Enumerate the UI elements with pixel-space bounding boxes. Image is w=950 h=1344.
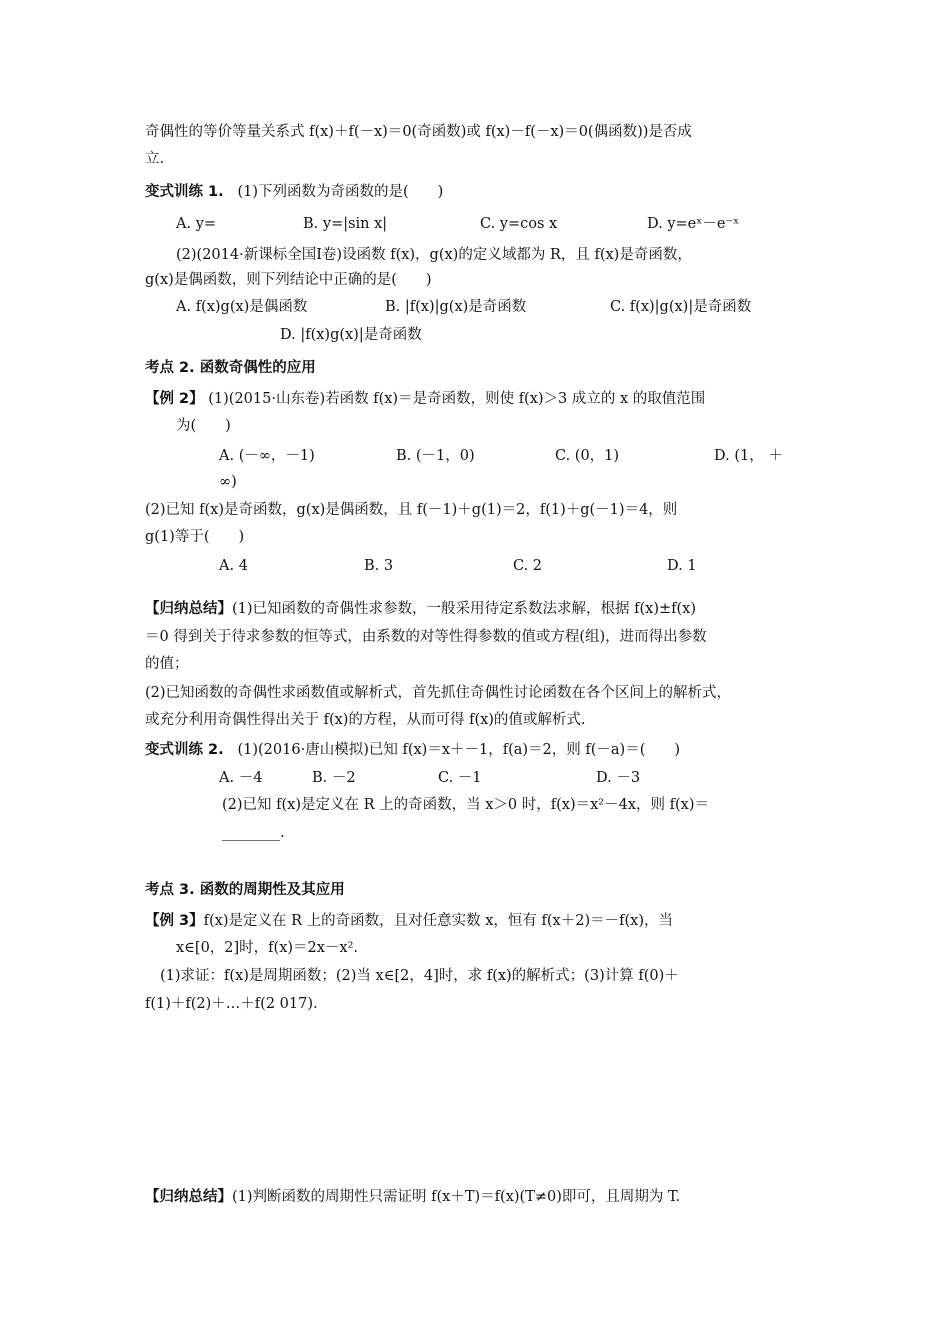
example3-line-2: x∈[0，2]时，f(x)＝2x－x².: [176, 940, 359, 956]
summary3-line-1: [145, 1187, 680, 1207]
ex2-q2-option-c: C. 2: [513, 558, 543, 574]
example2-q2-line-2: g(1)等于( ): [145, 529, 245, 545]
summary2-line-1: [145, 599, 696, 619]
example2-q2-line-1: (2)已知 f(x)是奇函数，g(x)是偶函数，且 f(－1)＋g(1)＝2，f(1)＋g(－1)＝4，则: [145, 502, 678, 518]
v1-q1-option-b: B. y=|sin x|: [303, 216, 388, 232]
summary2-text-1: (1)已知函数的奇偶性求参数，一般采用待定系数法求解，根据 f(x)±f(x): [232, 601, 697, 617]
summary3-label: 【归纳总结】: [145, 1189, 232, 1205]
example3-label: 【例 3】: [145, 913, 204, 929]
kaodian3-heading: 考点 3. 函数的周期性及其应用: [145, 882, 345, 898]
intro-line-2: 立.: [145, 151, 165, 167]
v1-q1-option-a: A. y=: [176, 216, 217, 232]
v1-q2-option-c: C. f(x)|g(x)|是奇函数: [610, 299, 752, 315]
variant1-q2-line-2: g(x)是偶函数，则下列结论中正确的是( ): [145, 272, 432, 288]
ex2-q1-option-a: A. (－∞，－1): [219, 448, 315, 464]
ex2-q2-option-b: B. 3: [364, 558, 394, 574]
v1-q1-option-d: D. y=eˣ－e⁻ˣ: [647, 216, 740, 232]
v1-q1-option-c: C. y=cos x: [480, 216, 558, 232]
example2-q1-text: (1)(2015·山东卷)若函数 f(x)＝是奇函数，则使 f(x)＞3 成立的 x 的取值范围: [208, 391, 706, 407]
ex2-q1-option-d-tail: ∞): [219, 474, 237, 490]
v2-q1-option-b: B. －2: [312, 770, 356, 786]
summary2-line-2: ＝0 得到关于待求参数的恒等式，由系数的对等性得参数的值或方程(组)，进而得出参数: [145, 629, 707, 645]
variant2-q1-text: (1)(2016·唐山模拟)已知 f(x)＝x＋－1，f(a)＝2，则 f(－a)＝( ): [237, 742, 681, 758]
ex2-q1-option-b: B. (－1，0): [396, 448, 475, 464]
example3-text-1: f(x)是定义在 R 上的奇函数，且对任意实数 x，恒有 f(x＋2)＝－f(x)，当: [203, 913, 673, 929]
example2-q1-line-2: 为( ): [176, 418, 231, 434]
variant1-q2-line-1: (2)(2014·新课标全国Ⅰ卷)设函数 f(x)，g(x)的定义域都为 R，且 f(x)是奇函数，: [176, 247, 692, 263]
v1-q2-option-d: D. |f(x)g(x)|是奇函数: [280, 327, 422, 343]
summary2-line-3: 的值；: [145, 656, 189, 672]
variant2-label: 变式训练 2.: [145, 742, 224, 758]
summary2-line-4: (2)已知函数的奇偶性求函数值或解析式，首先抓住奇偶性讨论函数在各个区间上的解析式，: [145, 685, 732, 701]
variant2-q2-line-1: (2)已知 f(x)是定义在 R 上的奇函数，当 x＞0 时，f(x)＝x²－4x，则 f(x)＝: [222, 797, 709, 813]
v1-q2-option-a: A. f(x)g(x)是偶函数: [176, 299, 308, 315]
example2-question-1: [145, 389, 705, 409]
example2-label: 【例 2】: [145, 391, 204, 407]
v2-q1-option-a: A. －4: [219, 770, 263, 786]
kaodian2-heading: 考点 2. 函数奇偶性的应用: [145, 360, 316, 376]
summary3-text-1: (1)判断函数的周期性只需证明 f(x＋T)＝f(x)(T≠0)即可，且周期为 T.: [232, 1189, 681, 1205]
summary2-label: 【归纳总结】: [145, 601, 232, 617]
intro-line-1: 奇偶性的等价等量关系式 f(x)＋f(－x)＝0(奇函数)或 f(x)－f(－x)＝0(偶函数))是否成: [145, 124, 692, 140]
ex2-q1-option-c: C. (0，1): [555, 448, 620, 464]
v2-q1-option-c: C. －1: [438, 770, 482, 786]
v2-q1-option-d: D. －3: [596, 770, 641, 786]
variant2-question-1: [145, 740, 680, 760]
example3-line-4: f(1)＋f(2)＋…＋f(2 017).: [145, 996, 318, 1012]
ex2-q1-option-d: D. (1， ＋: [714, 448, 783, 464]
variant1-question-1: [145, 182, 443, 202]
example3-line-1: [145, 911, 673, 931]
variant1-q1-text: (1)下列函数为奇函数的是( ): [237, 184, 444, 200]
ex2-q2-option-d: D. 1: [667, 558, 697, 574]
example3-line-3: (1)求证：f(x)是周期函数；(2)当 x∈[2，4]时，求 f(x)的解析式；(3)计算 f(0)＋: [160, 968, 679, 984]
ex2-q2-option-a: A. 4: [219, 558, 248, 574]
summary2-line-5: 或充分利用奇偶性得出关于 f(x)的方程，从而可得 f(x)的值或解析式.: [145, 712, 586, 728]
variant2-q2-answer-blank: ________.: [222, 825, 285, 841]
v1-q2-option-b: B. |f(x)|g(x)是奇函数: [385, 299, 527, 315]
variant1-label: 变式训练 1.: [145, 184, 224, 200]
